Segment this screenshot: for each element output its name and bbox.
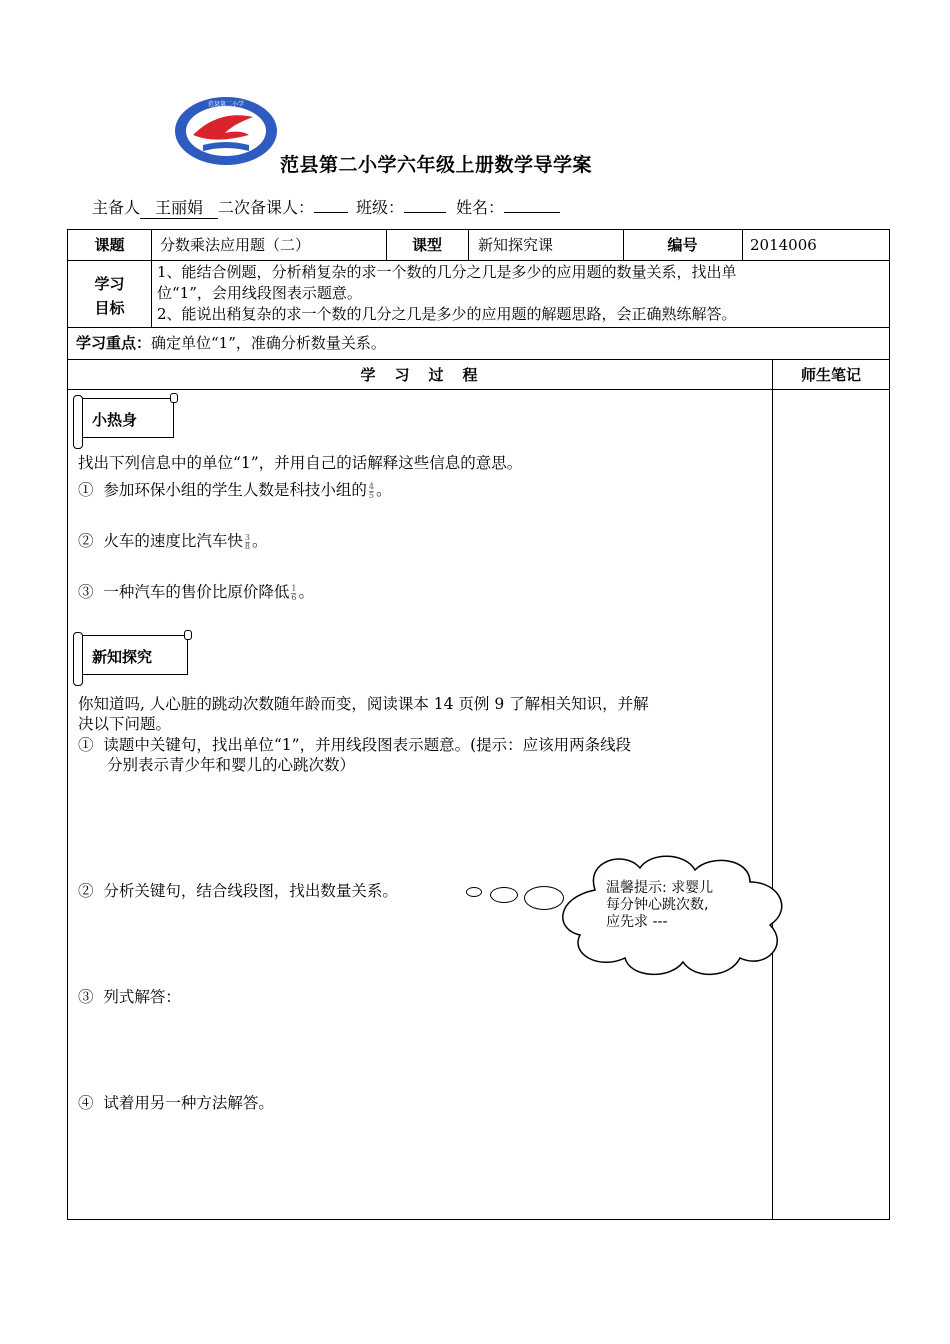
main-preparer-label: 主备人 [92,198,141,217]
warmup-title: 小热身 [92,411,138,429]
hint-line1: 温馨提示: 求婴儿 [606,880,714,896]
q1-line2: 分别表示青少年和婴儿的心跳次数） [107,756,356,774]
item-text: 一种汽车的售价比原价降低 [103,583,290,601]
notes-header: 师生笔记 [800,366,861,384]
thought-bubble-medium [490,887,518,903]
explore-q2 [78,881,398,901]
goal-2: 2、能说出稍复杂的求一个数的几分之几是多少的应用题的解题思路，会正确熟练解答。 [157,305,737,323]
explore-intro-line1: 你知道吗, 人心脏的跳动次数随年龄而变，阅读课本 14 页例 9 了解相关知识，并解 [78,695,649,713]
number-label: 编号 [667,236,698,254]
secondary-preparer-label: 二次备课人： [218,198,315,217]
explore-q3 [78,987,181,1007]
name-label: 姓名： [456,198,505,217]
explore-q1 [78,735,631,775]
q-number: ④ [78,1094,94,1112]
q4-text: 试着用另一种方法解答。 [103,1094,274,1112]
explore-title: 新知探究 [92,648,153,666]
goal-1-line1: 1、能结合例题，分析稍复杂的求一个数的几分之几是多少的应用题的数量关系，找出单 [157,263,737,281]
secondary-preparer-blank[interactable] [314,212,348,213]
preparer-line [92,195,560,219]
fraction: $\frac{4}{5}$ [368,481,374,500]
process-header: 学 习 过 程 [360,366,480,384]
item-text: 参加环保小组的学生人数是科技小组的 [103,481,367,499]
q-number: ③ [78,988,94,1006]
hint-line2: 每分钟心跳次数, [606,897,709,913]
explore-intro-line2: 决以下问题。 [78,715,172,733]
name-blank[interactable] [504,212,560,213]
thought-bubble-small [466,887,482,897]
hint-text [606,880,713,931]
goal-1-line2: 位“1”，会用线段图表示题意。 [157,284,362,302]
key-point-value: 确定单位“1”，准确分析数量关系。 [151,334,386,352]
item-number: ② [78,532,94,550]
q-number: ① [78,736,94,754]
fraction: $\frac{1}{6}$ [291,583,297,602]
warmup-item-3: ③ 一种汽车的售价比原价降低 $\frac{1}{6}$ 。 [78,583,314,602]
item-text: 火车的速度比汽车快 [103,532,243,550]
goals-text [157,262,737,325]
warmup-item-2: ② 火车的速度比汽车快 $\frac{3}{8}$ 。 [78,532,268,551]
key-point-label: 学习重点： [76,334,152,352]
goals-label-line1: 学习 [94,275,125,293]
school-logo [173,95,279,167]
hint-line3: 应先求 --- [606,914,668,930]
topic-label: 课题 [94,236,125,254]
main-preparer-name: 王丽娟 [140,195,218,219]
warmup-item-1: ① 参加环保小组的学生人数是科技小组的 $\frac{4}{5}$ 。 [78,481,392,500]
type-value: 新知探究课 [478,236,554,254]
q2-text: 分析关键句，结合线段图，找出数量关系。 [103,882,398,900]
number-value: 2014006 [750,236,817,254]
class-label: 班级： [356,198,405,217]
fraction: $\frac{3}{8}$ [244,532,250,551]
warmup-intro: 找出下列信息中的单位“1”，并用自己的话解释这些信息的意思。 [78,454,523,472]
goals-label-line2: 目标 [94,299,125,317]
page-title: 范县第二小学六年级上册数学导学案 [280,154,593,176]
explore-q4 [78,1093,274,1113]
explore-banner [77,635,188,675]
topic-value: 分数乘法应用题（二） [160,236,311,254]
class-blank[interactable] [404,212,446,213]
q1-line1: 读题中关键句，找出单位“1”，并用线段图表示题意。(提示：应该用两条线段 [103,736,632,754]
type-label: 课型 [411,236,442,254]
q3-text: 列式解答： [103,988,181,1006]
item-number: ③ [78,583,94,601]
q-number: ② [78,882,94,900]
logo-text: 范县第二小学 [207,101,245,108]
explore-intro [78,694,649,734]
item-number: ① [78,481,94,499]
warmup-banner [77,398,174,438]
key-point-row [76,333,386,353]
goals-label [68,272,151,320]
